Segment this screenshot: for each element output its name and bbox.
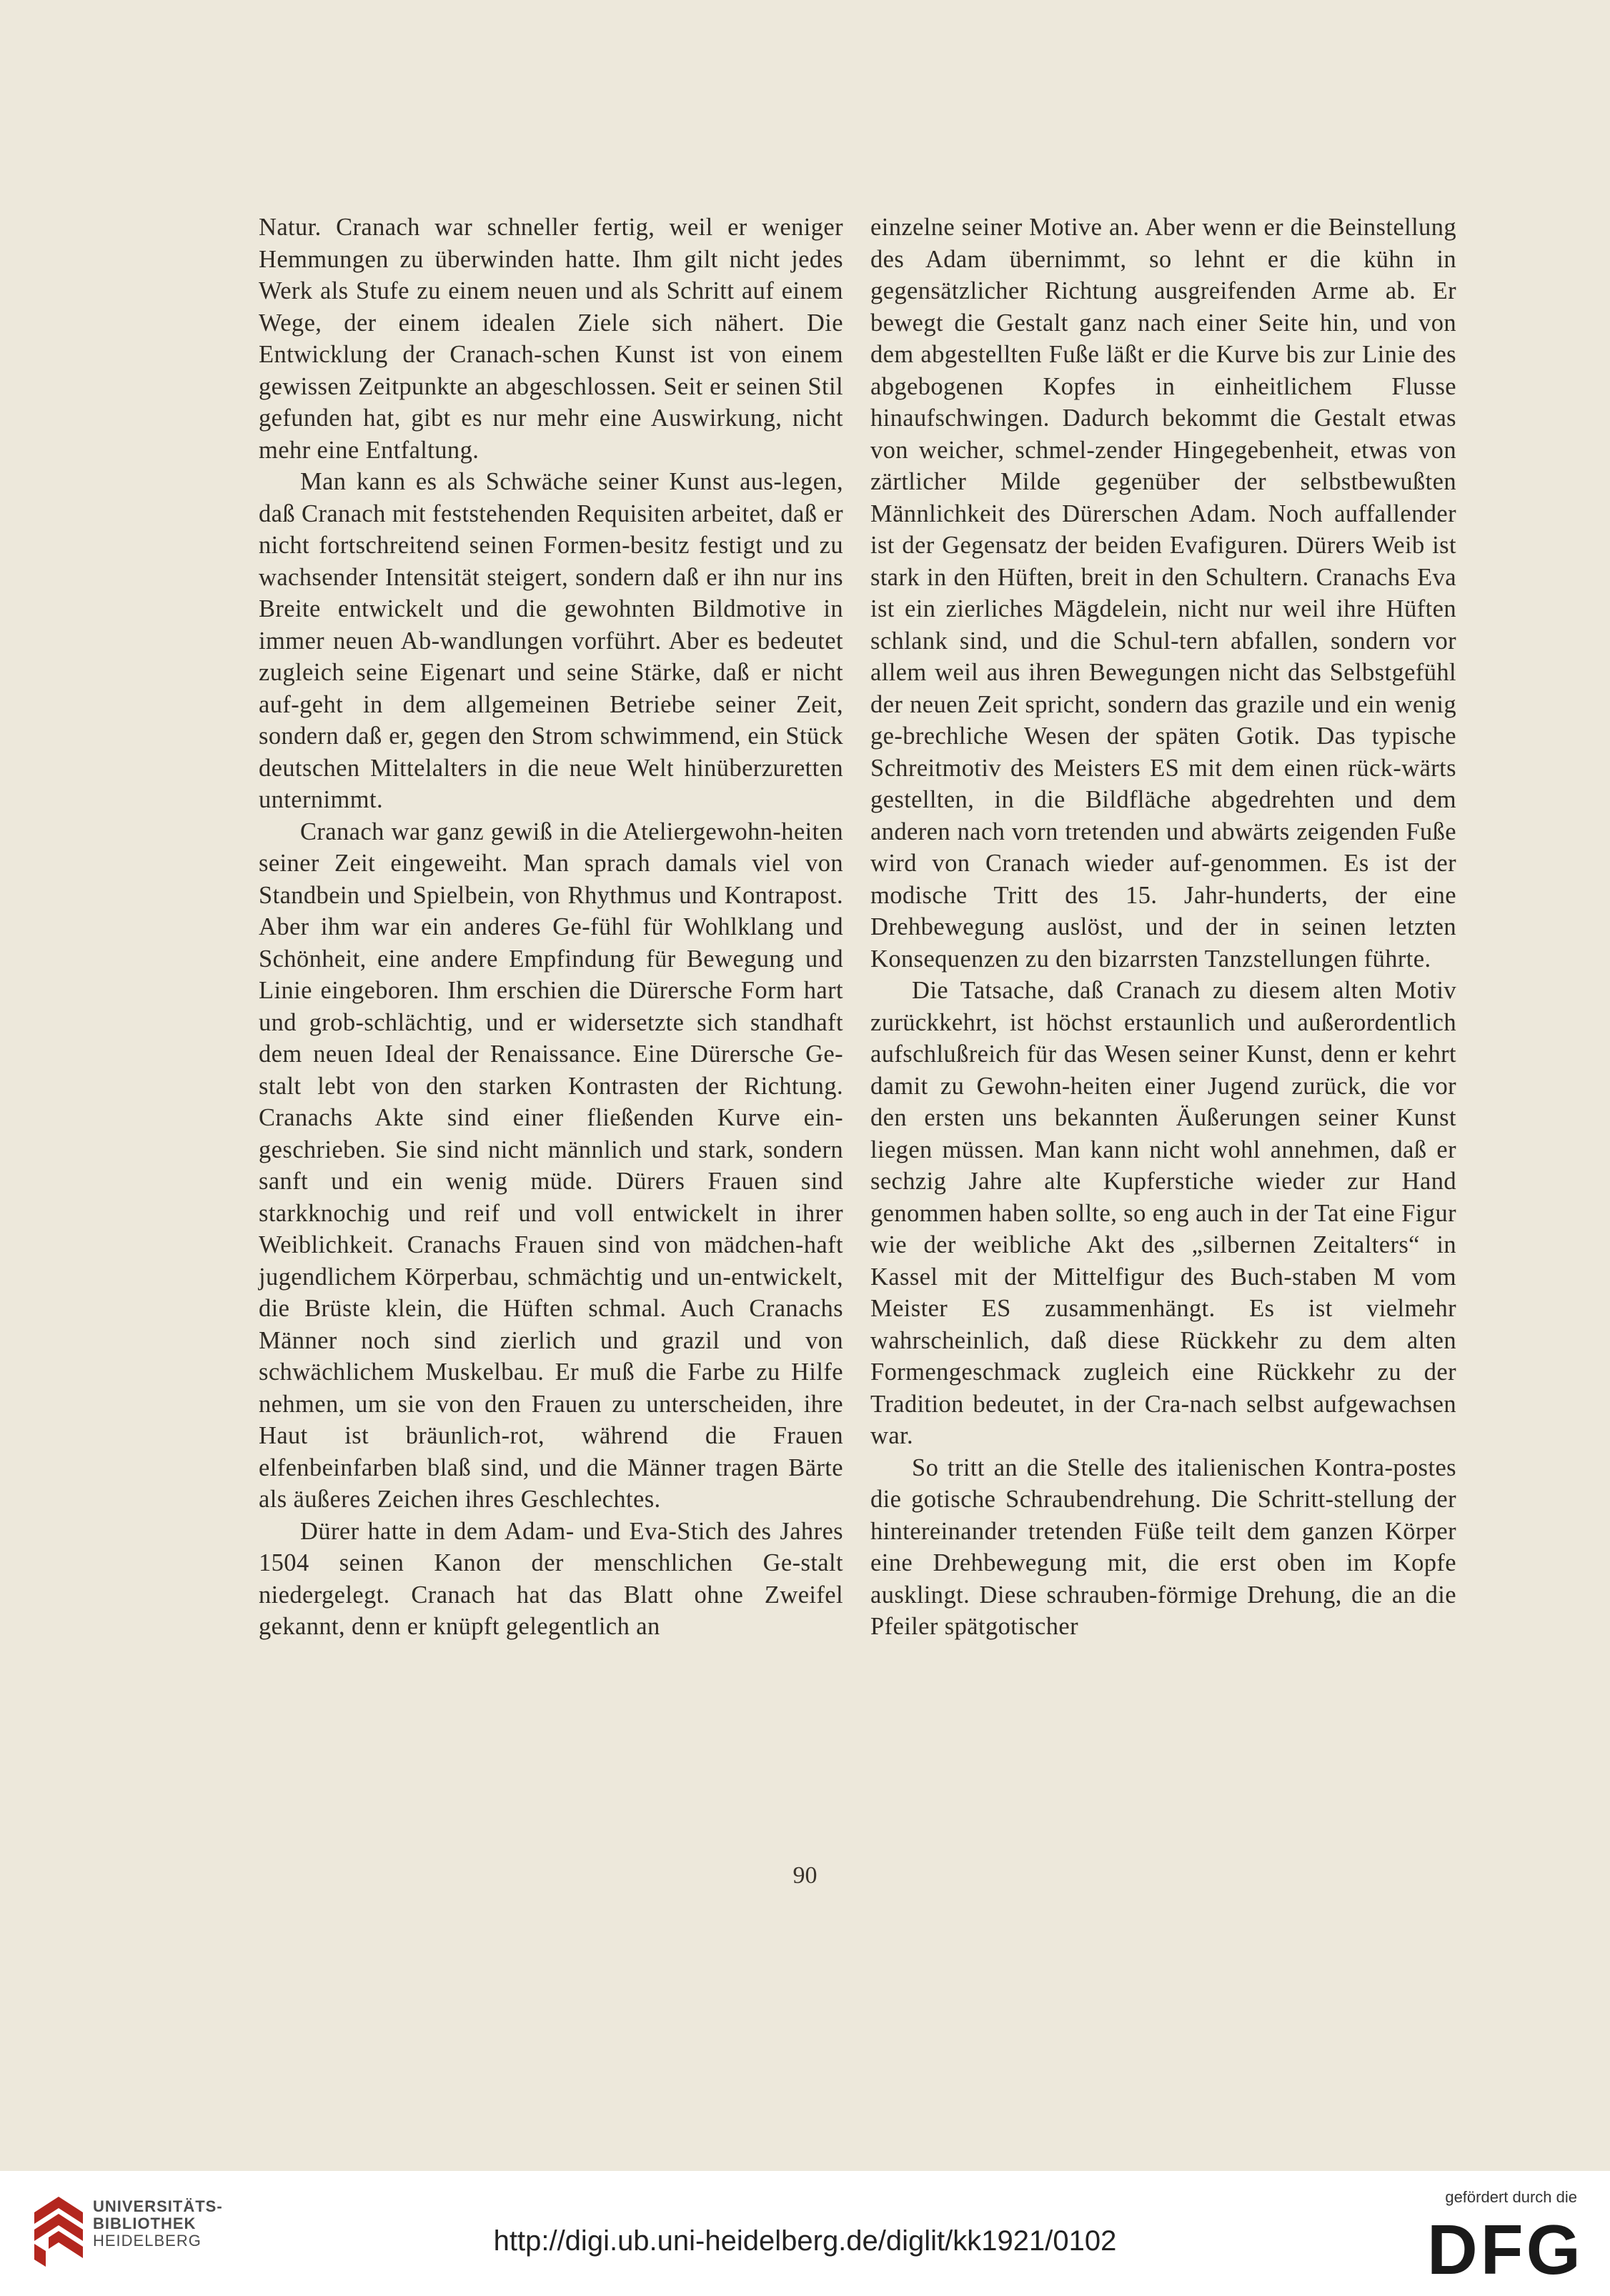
page-number: 90 <box>792 1862 818 1889</box>
paragraph: einzelne seiner Motive an. Aber wenn er die Beinstellung des Adam übernimmt, so lehnt er die kühn in gegensätzlicher Richtung ausgreifenden Arme ab. Er bewegt die Gestalt ganz nach einer Seite hin, und von dem abgestellten Fuße läßt er die Kurve bis zur Linie des abgebogenen Kopfes in einheitlichem Flusse hinaufschwingen. Dadurch bekommt die Gestalt etwas von weicher, schmel-zender Hingegebenheit, etwas von zärtlicher Milde gegenüber der selbstbewußten Männlichkeit des Dürerschen Adam. Noch auffallender ist der Gegensatz der beiden Evafiguren. Dürers Weib ist stark in den Hüften, breit in den Schultern. Cranachs Eva ist ein zierliches Mägdelein, nicht nur weil ihre Hüften schlank sind, und die Schul-tern abfallen, sondern vor allem weil aus ihren Bewegungen nicht das Selbstgefühl der neuen Zeit spricht, sondern das grazile und ein wenig ge-brechliche Wesen der späten Gotik. Das typische Schreitmotiv des Meisters ES mit dem einen rück-wärts gestellten, in die Bildfläche abgedrehten und dem anderen nach vorn tretenden und abwärts zeigenden Fuße wird von Cranach wieder auf-genommen. Es ist der modische Tritt des 15. Jahr-hunderts, der eine Drehbewegung auslöst, und der in seinen letzten Konsequenzen zu den bizarrsten Tanzstellungen führte. <box>870 214 1456 973</box>
paragraph: Natur. Cranach war schneller fertig, weil er weniger Hemmungen zu überwinden hatte. Ihm gilt nicht jedes Werk als Stufe zu einem neuen und als Schritt auf einem Wege, der einem idealen Ziele sich nähert. Die Entwicklung der Cranach-schen Kunst ist von einem gewissen Zeitpunkte an abgeschlossen. Seit er seinen Stil gefunden hat, gibt es nur mehr eine Auswirkung, nicht mehr eine Entfaltung. <box>259 214 843 464</box>
dfg-logo <box>1427 2210 1584 2289</box>
paragraph: Dürer hatte in dem Adam- und Eva-Stich des Jahres 1504 seinen Kanon der menschlichen Ge-stalt niedergelegt. Cranach hat das Blatt ohne Zweifel gekannt, denn er knüpft gelegentlich an <box>259 1517 843 1640</box>
paragraph: Man kann es als Schwäche seiner Kunst aus-legen, daß Cranach mit feststehenden Requisiten arbeitet, daß er nicht fortschreitend seinen Formen-besitz festigt und zu wachsender Intensität steigert, sondern daß er ihn nur ins Breite entwickelt und die gewohnten Bildmotive in immer neuen Ab-wandlungen vorführt. Aber es bedeutet zugleich seine Eigenart und seine Stärke, daß er nicht auf-geht in dem allgemeinen Betriebe seiner Zeit, sondern daß er, gegen den Strom schwimmend, ein Stück deutschen Mittelalters in die neue Welt hinüberzuretten unternimmt. <box>259 468 843 813</box>
right-text-column <box>870 212 1456 1643</box>
library-name-line: HEIDELBERG <box>93 2232 202 2250</box>
paragraph: So tritt an die Stelle des italienischen Kontra-postes die gotische Schraubendrehung. Die Schritt-stellung der hintereinander tretenden Füße teilt dem ganzen Körper eine Drehbewegung mit, die erst oben im Kopfe ausklingt. Diese schrauben-förmige Drehung, die an die Pfeiler spätgotischer <box>870 1453 1456 1640</box>
permalink-url[interactable]: http://digi.ub.uni-heidelberg.de/diglit/kk1921/0102 <box>493 2225 1117 2257</box>
library-name-line: BIBLIOTHEK <box>93 2215 197 2232</box>
paragraph: Die Tatsache, daß Cranach zu diesem alten Motiv zurückkehrt, ist höchst erstaunlich und außerordentlich aufschlußreich für das Wesen seiner Kunst, denn er kehrt damit zu Gewohn-heiten einer Jugend zurück, die vor den ersten uns bekannten Äußerungen seiner Kunst liegen müssen. Man kann nicht wohl annehmen, daß er sechzig Jahre alte Kupferstiche wieder zur Hand genommen haben sollte, so eng auch in der Tat eine Figur wie der weibliche Akt des „silbernen Zeitalters“ in Kassel mit der Mittelfigur des Buch-staben M vom Meister ES zusammenhängt. Es ist vielmehr wahrscheinlich, daß diese Rückkehr zu dem alten Formengeschmack zugleich eine Rückkehr zu der Tradition bedeutet, in der Cra-nach selbst aufgewachsen war. <box>870 977 1456 1449</box>
dfg-logo-text: DFG <box>1427 2210 1584 2289</box>
funding-label: gefördert durch die <box>1445 2188 1577 2206</box>
left-text-column <box>259 212 843 1643</box>
library-name-line: UNIVERSITÄTS- <box>93 2197 223 2215</box>
paragraph: Cranach war ganz gewiß in die Ateliergewohn-heiten seiner Zeit eingeweiht. Man sprach damals viel von Standbein und Spielbein, von Rhythmus und Kontrapost. Aber ihm war ein anderes Ge-fühl für Wohlklang und Schönheit, eine andere Empfindung für Bewegung und Linie eingeboren. Ihm erschien die Dürersche Form hart und grob-schlächtig, und er widersetzte sich standhaft dem neuen Ideal der Renaissance. Eine Dürersche Ge-stalt lebt von den starken Kontrasten der Richtung. Cranachs Akte sind einer fließenden Kurve ein-geschrieben. Sie sind nicht männlich und stark, sondern sanft und ein wenig müde. Dürers Frauen sind starkknochig und reif und voll entwickelt in ihrer Weiblichkeit. Cranachs Frauen sind von mädchen-haft jugendlichem Körperbau, schmächtig und un-entwickelt, die Brüste klein, die Hüften schmal. Auch Cranachs Männer noch sind zierlich und grazil und von schwächlichem Muskelbau. Er muß die Farbe zu Hilfe nehmen, um sie von den Frauen zu unterscheiden, ihre Haut ist bräunlich-rot, während die Frauen elfenbeinfarben blaß sind, und die Männer tragen Bärte als äußeres Zeichen ihres Geschlechtes. <box>259 817 843 1513</box>
digitization-footer <box>0 2171 1610 2296</box>
